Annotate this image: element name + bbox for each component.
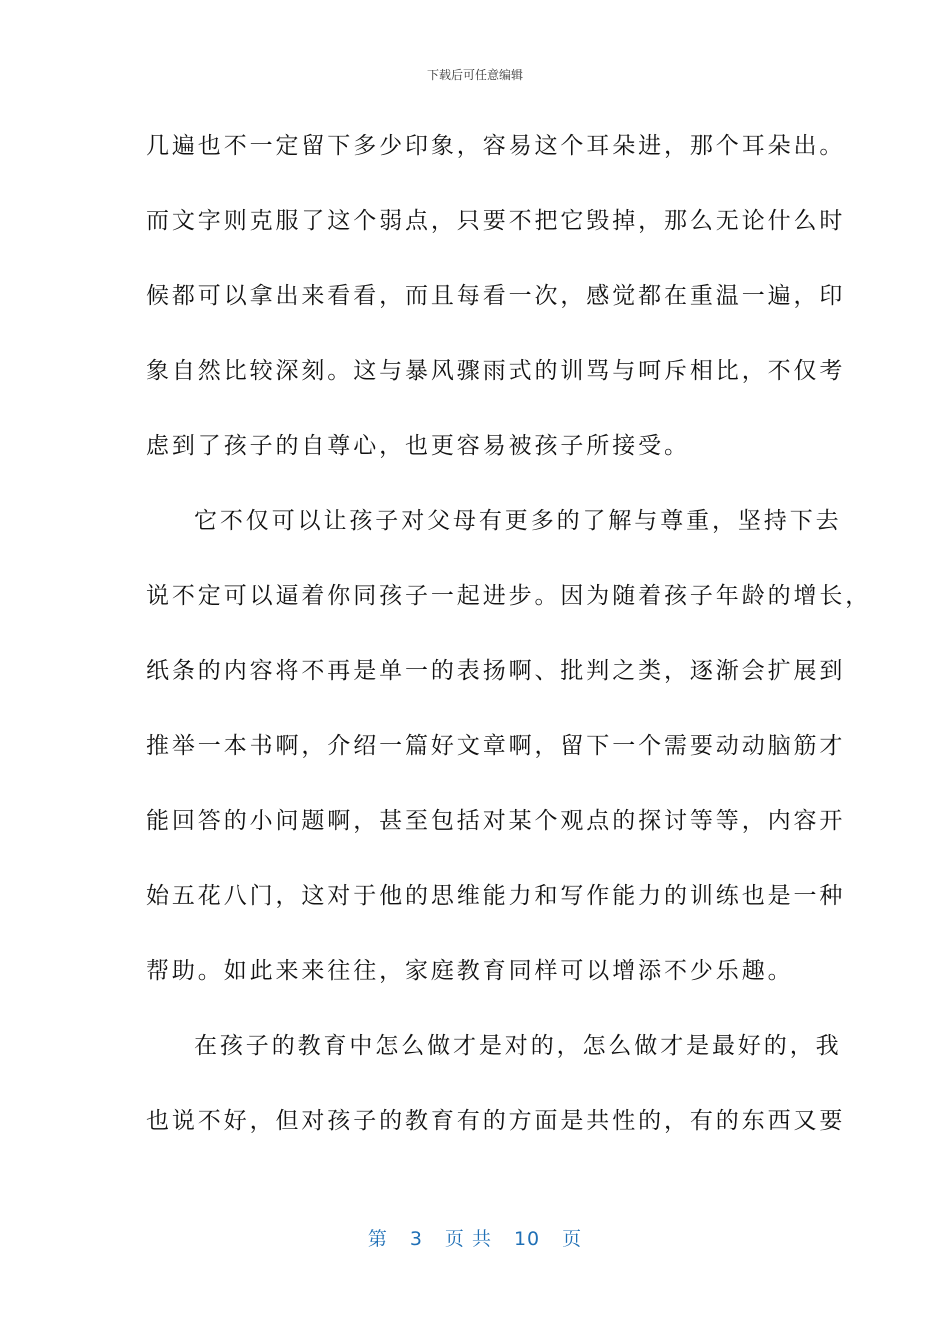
- text-line: 而文字则克服了这个弱点，只要不把它毁掉，那么无论什么时: [146, 208, 846, 234]
- total-pages-number: 10: [513, 1228, 541, 1250]
- text-line: 纸条的内容将不再是单一的表扬啊、批判之类，逐渐会扩展到: [146, 658, 846, 684]
- footer-prefix: 第: [367, 1228, 388, 1250]
- text-line: 始五花八门，这对于他的思维能力和写作能力的训练也是一种: [146, 883, 846, 909]
- text-line: 象自然比较深刻。这与暴风骤雨式的训骂与呵斥相比，不仅考: [146, 358, 846, 384]
- footer-suffix: 页: [562, 1228, 583, 1250]
- current-page-number: 3: [409, 1228, 423, 1250]
- text-line: 帮助。如此来来往往，家庭教育同样可以增添不少乐趣。: [146, 958, 794, 984]
- text-line: 推举一本书啊，介绍一篇好文章啊，留下一个需要动动脑筋才: [146, 733, 846, 759]
- page-header-note: 下载后可任意编辑: [426, 68, 523, 82]
- page-number-footer: [0, 1224, 950, 1251]
- text-line: 能回答的小问题啊，甚至包括对某个观点的探讨等等，内容开: [146, 808, 846, 834]
- paragraph-start-line: 它不仅可以让孩子对父母有更多的了解与尊重，坚持下去: [194, 508, 842, 534]
- text-line: 也说不好，但对孩子的教育有的方面是共性的，有的东西又要: [146, 1108, 846, 1134]
- text-line: 说不定可以逼着你同孩子一起进步。因为随着孩子年龄的增长，: [146, 583, 872, 609]
- text-line: 候都可以拿出来看看，而且每看一次，感觉都在重温一遍，印: [146, 283, 846, 309]
- text-line: 几遍也不一定留下多少印象，容易这个耳朵进，那个耳朵出。: [146, 133, 846, 159]
- body-text: [146, 118, 872, 1168]
- text-line: 虑到了孩子的自尊心，也更容易被孩子所接受。: [146, 433, 690, 459]
- paragraph-start-line: 在孩子的教育中怎么做才是对的，怎么做才是最好的，我: [194, 1033, 842, 1059]
- footer-middle: 页 共: [444, 1228, 492, 1250]
